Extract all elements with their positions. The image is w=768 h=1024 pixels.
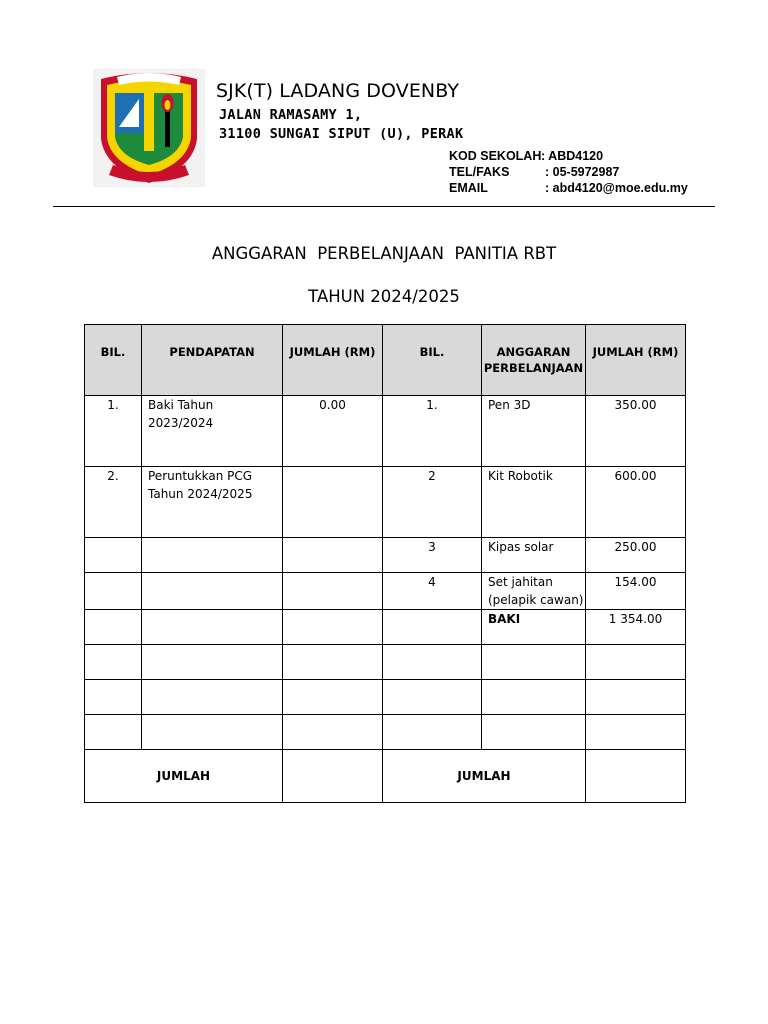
header-income: PENDAPATAN [142, 325, 283, 396]
header-amount-expense: JUMLAH (RM) [586, 325, 686, 396]
budget-table [84, 324, 686, 803]
table-cell [283, 467, 383, 538]
table-cell [283, 573, 383, 610]
address-line-1: JALAN RAMASAMY 1, [219, 107, 363, 123]
table-cell: 1. [383, 396, 482, 467]
table-cell [85, 573, 142, 610]
header-expense: ANGGARAN PERBELANJAAN [482, 325, 586, 396]
table-row [85, 680, 686, 715]
school-code-label: KOD SEKOLAH [449, 149, 542, 163]
table-cell [586, 680, 686, 715]
table-cell [383, 645, 482, 680]
table-cell [383, 680, 482, 715]
document-title: ANGGARAN PERBELANJAAN PANITIA RBT [211, 244, 557, 263]
table-cell [142, 610, 283, 645]
table-cell [482, 645, 586, 680]
school-name: SJK(T) LADANG DOVENBY [216, 80, 460, 102]
balance-value: 1 354.00 [586, 610, 686, 645]
table-row [85, 538, 686, 573]
document-subtitle: TAHUN 2024/2025 [308, 287, 460, 306]
table-cell [142, 538, 283, 573]
phone-label: TEL/FAKS [449, 165, 510, 179]
school-code-value: : ABD4120 [541, 149, 604, 163]
table-cell [142, 680, 283, 715]
table-cell: Pen 3D [482, 396, 586, 467]
email-label: EMAIL [449, 181, 488, 195]
table-cell: Peruntukkan PCG Tahun 2024/2025 [142, 467, 283, 538]
table-cell [142, 715, 283, 750]
header-amount-income: JUMLAH (RM) [283, 325, 383, 396]
table-cell [482, 680, 586, 715]
table-row [85, 573, 686, 610]
phone-value: : 05-5972987 [545, 165, 620, 179]
table-cell: 4 [383, 573, 482, 610]
table-cell [85, 538, 142, 573]
header-bil-income: BIL. [85, 325, 142, 396]
table-cell [142, 573, 283, 610]
table-cell: 1. [85, 396, 142, 467]
total-expense-label: JUMLAH [383, 750, 586, 803]
table-cell: 2. [85, 467, 142, 538]
total-expense-value [586, 750, 686, 803]
table-row [85, 610, 686, 645]
table-row [85, 467, 686, 538]
table-cell [283, 680, 383, 715]
table-footer-row [85, 750, 686, 803]
total-income-value [283, 750, 383, 803]
email-value: : abd4120@moe.edu.my [545, 181, 688, 195]
header-divider [53, 206, 715, 207]
table-cell [85, 645, 142, 680]
table-cell [482, 715, 586, 750]
table-cell [586, 645, 686, 680]
header-bil-expense: BIL. [383, 325, 482, 396]
table-cell [283, 715, 383, 750]
table-cell [85, 715, 142, 750]
table-row [85, 396, 686, 467]
table-cell [586, 715, 686, 750]
table-cell: 2 [383, 467, 482, 538]
table-cell [283, 538, 383, 573]
table-cell [283, 610, 383, 645]
table-cell: Baki Tahun 2023/2024 [142, 396, 283, 467]
total-income-label: JUMLAH [85, 750, 283, 803]
table-cell: 600.00 [586, 467, 686, 538]
table-cell: Kit Robotik [482, 467, 586, 538]
table-cell [383, 610, 482, 645]
table-header-row [85, 325, 686, 396]
table-cell: Kipas solar [482, 538, 586, 573]
table-cell: 0.00 [283, 396, 383, 467]
table-cell [383, 715, 482, 750]
address-line-2: 31100 SUNGAI SIPUT (U), PERAK [219, 126, 464, 142]
table-cell [85, 680, 142, 715]
table-cell [85, 610, 142, 645]
balance-label: BAKI [482, 610, 586, 645]
table-cell: 350.00 [586, 396, 686, 467]
table-row [85, 645, 686, 680]
table-cell [283, 645, 383, 680]
table-cell: Set jahitan (pelapik cawan) [482, 573, 586, 610]
table-row [85, 715, 686, 750]
table-cell: 3 [383, 538, 482, 573]
table-cell: 250.00 [586, 538, 686, 573]
table-cell [142, 645, 283, 680]
school-crest-logo [93, 69, 205, 187]
table-cell: 154.00 [586, 573, 686, 610]
